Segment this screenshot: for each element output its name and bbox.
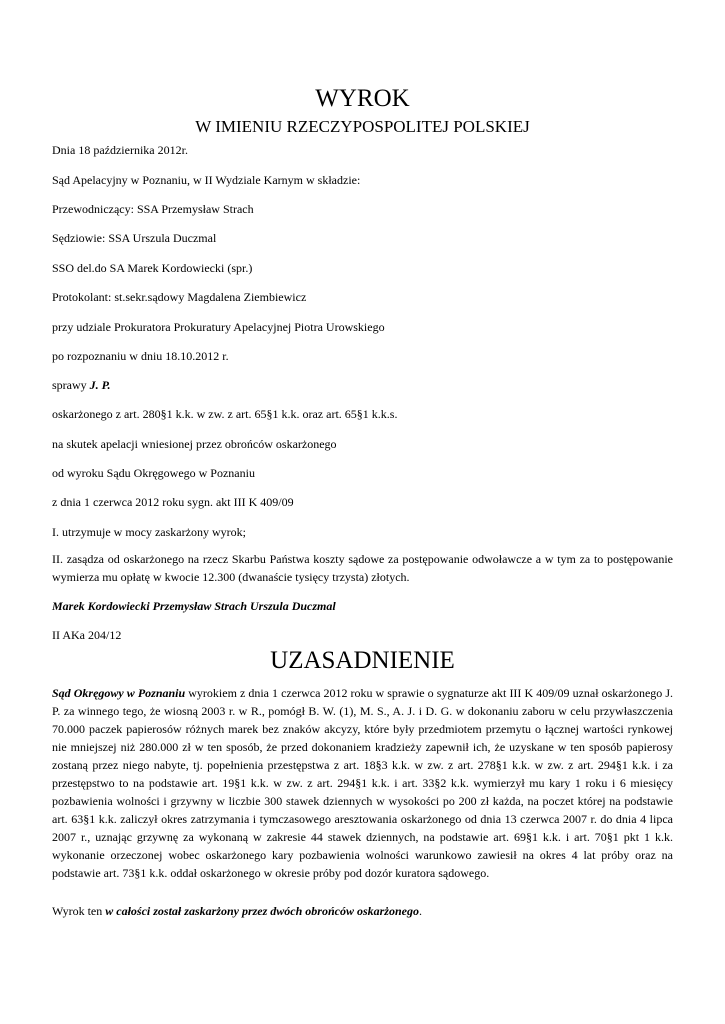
document-title: WYROK: [315, 85, 410, 112]
justification-text-1: wyrokiem z dnia 1 czerwca 2012 roku w sprawie o sygnaturze akt III K 409/09 uznał oskarżonego J. P. za winnego tego, że wiosną 2003 r. w R., pomógł B. W. (1), M. S., A. J. i D. G. w dokonaniu zaboru w celu przywłaszczenia 70.000 paczek papierosów różnych marek bez znaków akcyzy, które były przedmiotem przemytu o łącznej wartości rynkowej nie mniejszej niż 280.000 zł w ten sposób, że przed dokonaniem kradzieży zapewnił ich, że uzyskane w ten sposób papierosy zostaną przez niego nabyte, tj. popełnienia przestępstwa z art. 18§3 k.k. w zw. z art. 278§1 k.k. w zw. z art. 294§1 k.k. i za przestępstwo to na podstawie art. 19§1 k.k. w zw. z art. 294§1 k.k. i art. 33§2 k.k. wymierzył mu kary 1 roku i 6 miesięcy pozbawienia wolności i grzywny w liczbie 300 stawek dziennych w wysokości po 200 zł każda, na poczet której na podstawie art. 63§1 k.k. zaliczył okres zatrzymania i tymczasowego aresztowania oskarżonego od dnia 13 czerwca 2007 r. do dnia 4 lipca 2007 r., uznając grzywnę za wykonaną w zakresie 44 stawek dziennych, na podstawie art. 69§1 k.k. i art. 70§1 pkt 1 k.k. wykonanie orzeczonej wobec oskarżonego kary pozbawienia wolności warunkowo zawiesił na okres 4 lat próby oraz na podstawie art. 73§1 k.k. oddał oskarżonego w okresie próby pod dozór kuratora sądowego.: [52, 686, 673, 880]
signatures-line: Marek Kordowiecki Przemysław Strach Urszula Duczmal: [52, 599, 336, 613]
p2-prefix: Wyrok ten: [52, 904, 106, 918]
justification-paragraph-2: [52, 904, 422, 919]
chair-line: Przewodniczący: SSA Przemysław Strach: [52, 202, 254, 216]
clerk-line: Protokolant: st.sekr.sądowy Magdalena Ziembiewicz: [52, 290, 307, 304]
case-line: [52, 378, 110, 393]
case-number-line: II AKa 204/12: [52, 628, 122, 642]
p2-emphasis: w całości został zaskarżony przez dwóch obrońców oskarżonego: [105, 904, 419, 918]
judges-line: Sędziowie: SSA Urszula Duczmal: [52, 231, 217, 245]
hearing-line: po rozpoznaniu w dniu 18.10.2012 r.: [52, 349, 229, 363]
court-line: Sąd Apelacyjny w Poznaniu, w II Wydziale Karnym w składzie:: [52, 173, 361, 187]
date-line: Dnia 18 października 2012r.: [52, 143, 188, 157]
justification-title: UZASADNIENIE: [270, 647, 455, 674]
ruling-2: II. zasądza od oskarżonego na rzecz Skarbu Państwa koszty sądowe za postępowanie odwoławcze a w tym za to postępowanie wymierza mu opłatę w kwocie 12.300 (dwanaście tysięcy trzysta) złotych.: [52, 552, 673, 584]
case-prefix: sprawy: [52, 378, 90, 392]
from-judgment-line: od wyroku Sądu Okręgowego w Poznaniu: [52, 466, 255, 480]
judge2-line: SSO del.do SA Marek Kordowiecki (spr.): [52, 261, 253, 275]
appeal-line: na skutek apelacji wniesionej przez obrońców oskarżonego: [52, 437, 337, 451]
document-subtitle: W IMIENIU RZECZYPOSPOLITEJ POLSKIEJ: [195, 117, 530, 136]
case-name: J. P.: [89, 378, 111, 392]
accused-line: oskarżonego z art. 280§1 k.k. w zw. z art. 65§1 k.k. oraz art. 65§1 k.k.s.: [52, 407, 398, 421]
court-name-emphasis: Sąd Okręgowy w Poznaniu: [52, 686, 186, 700]
from-date-line: z dnia 1 czerwca 2012 roku sygn. akt III K 409/09: [52, 495, 294, 509]
ruling-1: I. utrzymuje w mocy zaskarżony wyrok;: [52, 525, 246, 539]
justification-paragraph-1: [52, 684, 673, 882]
prosecutor-line: przy udziale Prokuratora Prokuratury Apelacyjnej Piotra Urowskiego: [52, 320, 385, 334]
p2-suffix: .: [418, 904, 422, 918]
